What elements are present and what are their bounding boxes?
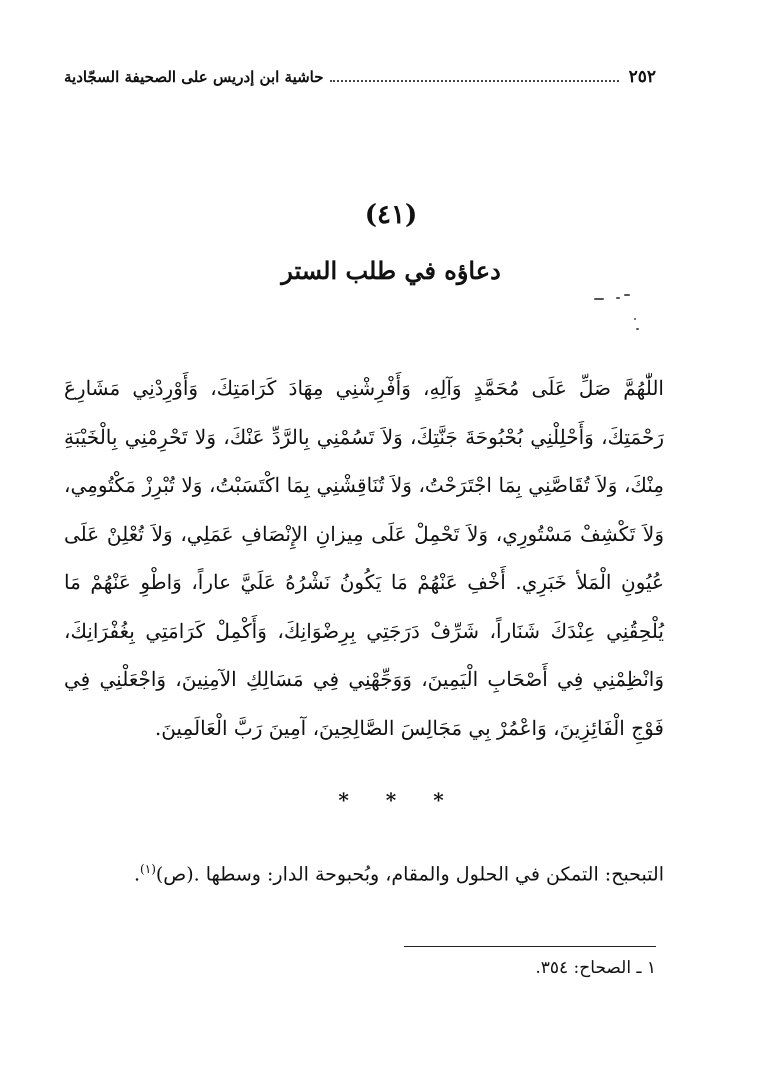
footnote-ref[interactable]: (١) — [140, 862, 156, 876]
header-dotted-leader — [330, 80, 619, 82]
page-number: ٢٥٢ — [628, 67, 656, 87]
running-title: حاشية ابن إدريس على الصحيفة السجّادية — [64, 68, 324, 86]
footnote-divider — [404, 946, 656, 947]
gloss-note: التبحبح: التمكن في الحلول والمقام، وبُحبوحة الدار: وسطها .(ص)$^{(١)}$. — [134, 862, 664, 886]
chapter-number: (٤١) — [364, 200, 418, 230]
page-header — [64, 64, 656, 90]
footnote: ١ ـ الصحاح: ٣٥٤. — [535, 958, 656, 978]
section-separator: * * * — [338, 788, 444, 812]
chapter-title: دعاؤه في طلب الستر — [281, 256, 501, 285]
supplication-text: اللّٰهُمَّ صَلِّ عَلَى مُحَمَّدٍ وَآلِهِ، وَأَفْرِشْنِي مِهَادَ كَرَامَتِكَ، وَأَوْرِدْنِي مَشَارِعَ رَحْمَتِكَ، وَأَحْلِلْنِي بُحْبُوحَةَ جَنَّتِكَ، وَلاَ تَسُمْنِي بِالرَّدِّ عَنْكَ، وَلا تَحْرِمْنِي بِالْخَيْبَةِ مِنْكَ، وَلاَ تُقَاصَّنِي بِمَا اجْتَرَحْتُ، وَلاَ تُنَاقِشْنِي بِمَا اكْتَسَبْتُ، وَلا تُبْرِزْ مَكْتُومِي، وَلاَ تَكْشِفْ مَسْتُورِي، وَلاَ تَحْمِلْ عَلَى مِيزانِ الإِنْصَافِ عَمَلِي، وَلاَ تُعْلِنْ عَلَى عُيُونِ الْمَلأ خَبَرِي. أَخْفِ عَنْهُمْ مَا يَكُونُ نَشْرُهُ عَلَيَّ عاراً، وَاطْوِ عَنْهُمْ مَا يُلْحِقُنِي عِنْدَكَ شَنَاراً، شَرِّفْ دَرَجَتِي بِرِضْوَانِكَ، وَأَكْمِلْ كَرَامَتِي بِغُفْرَانِكَ، وَانْظِمْنِي فِي أَصْحَابِ الْيَمِينَ، وَوَجِّهْنِي فِي مَسَالِكِ الآمِنِينَ، وَاجْعَلْنِي فِي فَوْجِ الْفَائِزِينَ، وَاعْمُرْ بِي مَجَالِسَ الصَّالِحِينَ، آمِينَ رَبَّ الْعَالَمِينَ. — [64, 376, 664, 740]
scan-specks — [586, 288, 646, 336]
gloss-note-text: التبحبح: التمكن في الحلول والمقام، وبُحبوحة الدار: وسطها .(ص) — [155, 863, 664, 886]
